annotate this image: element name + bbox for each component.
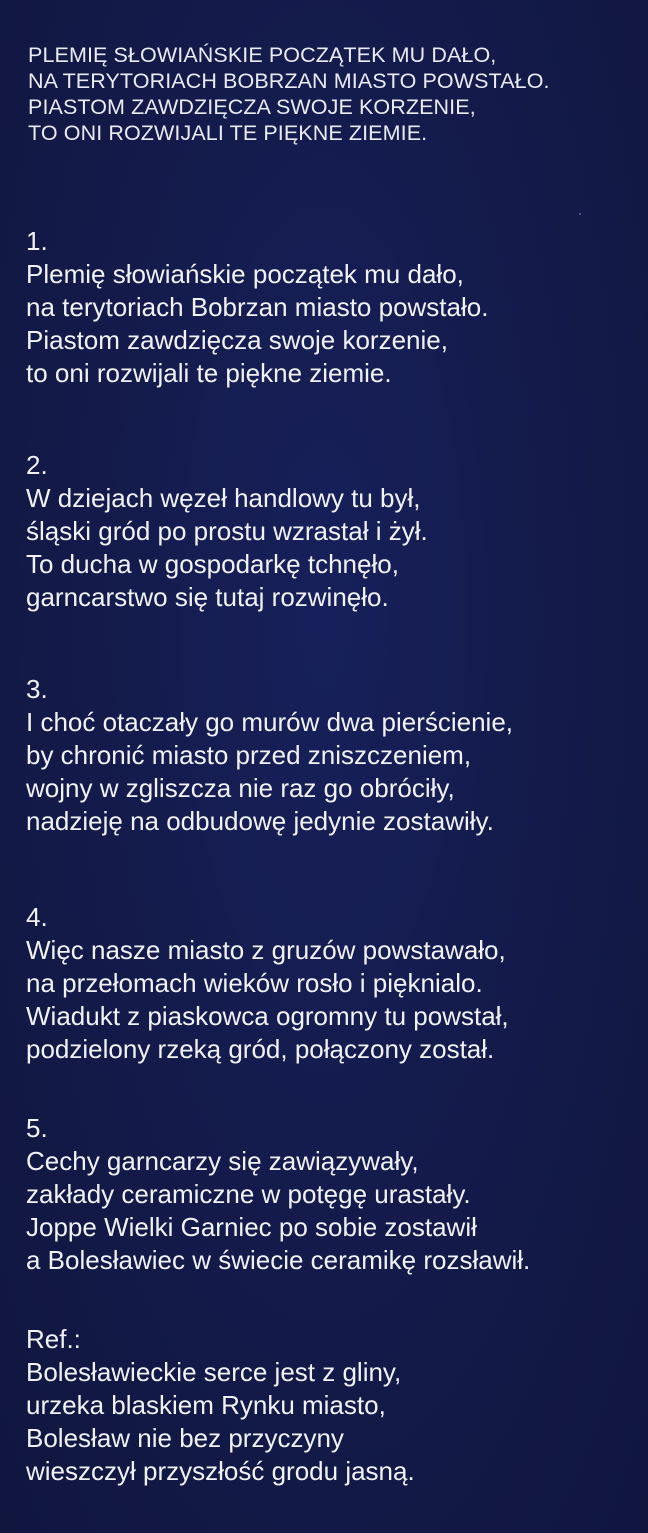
refrain-line: Bolesławieckie serce jest z gliny, [26, 1357, 402, 1387]
verse-line: nadzieję na odbudowę jedynie zostawiły. [26, 806, 494, 836]
verse-line: Więc nasze miasto z gruzów powstawało, [26, 935, 506, 965]
verse-number: 2. [26, 450, 48, 480]
verse-line: garncarstwo się tutaj rozwinęło. [26, 582, 389, 612]
verse-number: 1. [26, 226, 48, 256]
refrain-label: Ref.: [26, 1324, 81, 1354]
verse-3 [26, 673, 638, 838]
verse-line: by chronić miasto przed zniszczeniem, [26, 740, 472, 770]
intro-line: PIASTOM ZAWDZIĘCZA SWOJE KORZENIE, [28, 95, 476, 119]
verse-line: Cechy garncarzy się zawiązywały, [26, 1146, 419, 1176]
verse-line: Wiadukt z piaskowca ogromny tu powstał, [26, 1001, 509, 1031]
verse-line: podzielony rzeką gród, połączony został. [26, 1034, 495, 1064]
verse-line: Piastom zawdzięcza swoje korzenie, [26, 325, 448, 355]
verse-line: wojny w zgliszcza nie raz go obróciły, [26, 773, 455, 803]
verse-line: To ducha w gospodarkę tchnęło, [26, 549, 399, 579]
verse-number: 5. [26, 1113, 48, 1143]
intro-block [28, 42, 643, 146]
refrain [26, 1323, 638, 1488]
refrain-line: wieszczył przyszłość grodu jasną. [26, 1456, 415, 1486]
refrain-line: Bolesław nie bez przyczyny [26, 1423, 344, 1453]
verse-line: W dziejach węzeł handlowy tu był, [26, 483, 421, 513]
verse-number: 4. [26, 902, 48, 932]
verse-line: na przełomach wieków rosło i pięknialo. [26, 968, 483, 998]
verse-line: śląski gród po prostu wzrastał i żył. [26, 516, 428, 546]
verse-line: zakłady ceramiczne w potęgę urastały. [26, 1179, 471, 1209]
verse-number: 3. [26, 674, 48, 704]
verse-5 [26, 1112, 638, 1277]
intro-line: NA TERYTORIACH BOBRZAN MIASTO POWSTAŁO. [28, 69, 550, 93]
verse-line: I choć otaczały go murów dwa pierścienie, [26, 707, 514, 737]
verse-1 [26, 225, 638, 390]
star-dot [579, 213, 581, 215]
verse-line: a Bolesławiec w świecie ceramikę rozsławił. [26, 1245, 531, 1275]
verse-line: Joppe Wielki Garniec po sobie zostawił [26, 1212, 477, 1242]
verse-line: na terytoriach Bobrzan miasto powstało. [26, 292, 489, 322]
verse-line: Plemię słowiańskie początek mu dało, [26, 259, 464, 289]
verse-4 [26, 901, 638, 1066]
refrain-line: urzeka blaskiem Rynku miasto, [26, 1390, 386, 1420]
verse-2 [26, 449, 638, 614]
verse-line: to oni rozwijali te piękne ziemie. [26, 358, 392, 388]
intro-line: PLEMIĘ SŁOWIAŃSKIE POCZĄTEK MU DAŁO, [28, 43, 497, 67]
intro-line: TO ONI ROZWIJALI TE PIĘKNE ZIEMIE. [28, 121, 428, 145]
